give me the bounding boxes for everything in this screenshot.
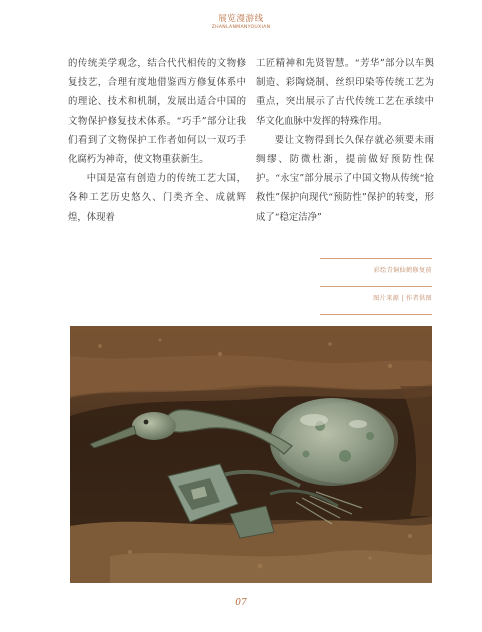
text-column-left xyxy=(68,54,246,227)
caption-rule-middle xyxy=(320,286,432,287)
figure-credit: 图片来源 | 作者供图 xyxy=(373,295,432,302)
paragraph: 工匠精神和先贤智慧。“芳华”部分以车舆制造、彩陶烧制、丝织印染等传统工艺为重点，突出展示了古代传统工艺在承续中华文化血脉中发挥的特殊作用。 xyxy=(256,58,434,127)
caption-rule-bottom xyxy=(320,314,432,315)
section-pinyin: ZHANLANMANYOUXIAN xyxy=(211,25,271,30)
page-header xyxy=(0,14,482,31)
bronze-crane-photo xyxy=(70,326,432,583)
caption-rule-top xyxy=(320,258,432,259)
figure-caption: 彩绘青铜仙鹤修复前 xyxy=(373,267,432,274)
paragraph: 的传统美学观念，结合代代相传的文物修复技艺，合理有度地借鉴西方修复体系中的理论、技术和机制，发展出适合中国的文物保护修复技术体系。“巧手”部分让我们看到了文物保护工作者如何以一双巧手化腐朽为神奇，使文物重获新生。 xyxy=(68,58,246,166)
page-number: 07 xyxy=(235,598,247,608)
section-title: 展览漫游线 xyxy=(218,14,264,24)
paragraph: 中国是富有创造力的传统工艺大国，各种工艺历史悠久、门类齐全、成就辉煌，体现着 xyxy=(68,173,246,223)
paragraph: 要让文物得到长久保存就必须要未雨绸缪、防微杜渐，提前做好预防性保护。“永宝”部分展示了中国文物从传统“抢救性”保护向现代“预防性”保护的转变，形成了“稳定洁净” xyxy=(256,134,434,223)
text-column-right xyxy=(256,54,434,227)
